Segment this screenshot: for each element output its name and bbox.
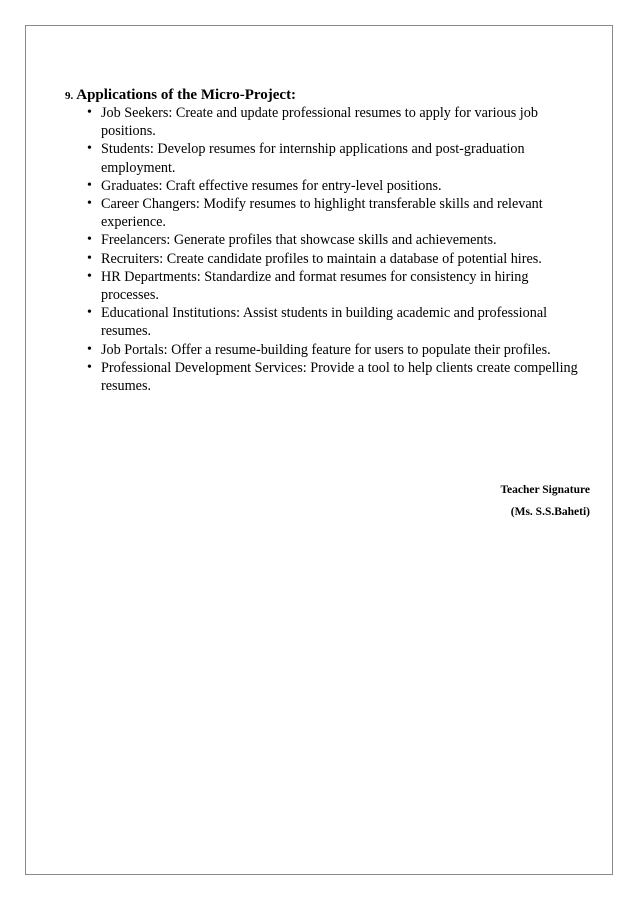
list-item-text: HR Departments: Standardize and format resumes for consistency in hiring processes. — [101, 268, 529, 304]
list-item — [87, 231, 587, 249]
list-item-text: Educational Institutions: Assist students in building academic and professional resumes. — [101, 305, 548, 340]
bullet-icon: • — [87, 268, 92, 284]
list-item — [87, 341, 587, 359]
bullet-icon: • — [87, 305, 92, 321]
list-item-text: Career Changers: Modify resumes to highlight transferable skills and relevant experience. — [101, 196, 543, 231]
list-item — [87, 195, 587, 231]
list-item-text: Professional Development Services: Provide a tool to help clients create compelling resumes. — [101, 359, 578, 395]
list-item — [87, 140, 587, 176]
list-item-text: Students: Develop resumes for internship applications and post-graduation employment. — [101, 141, 525, 176]
bullet-icon: • — [87, 250, 92, 266]
signature-name: (Ms. S.S.Baheti) — [510, 506, 590, 518]
bullet-icon: • — [87, 196, 92, 212]
list-item — [87, 177, 587, 195]
section-heading — [65, 86, 296, 105]
list-item-text: Graduates: Craft effective resumes for entry-level positions. — [101, 177, 442, 194]
signature-block — [500, 479, 590, 523]
bullet-icon: • — [87, 341, 92, 357]
list-item — [87, 304, 587, 340]
list-item — [87, 268, 587, 304]
list-item-text: Recruiters: Create candidate profiles to maintain a database of potential hires. — [101, 250, 542, 267]
bullet-icon: • — [87, 141, 92, 157]
list-item-text: Freelancers: Generate profiles that showcase skills and achievements. — [101, 232, 497, 249]
bullet-icon: • — [87, 232, 92, 248]
list-item-text: Job Portals: Offer a resume-building feature for users to populate their profiles. — [101, 341, 551, 358]
list-item-text: Job Seekers: Create and update professional resumes to apply for various job positions. — [101, 105, 538, 140]
list-item — [87, 250, 587, 268]
bullet-icon: • — [87, 105, 92, 120]
list-item — [87, 104, 587, 140]
bullet-icon: • — [87, 177, 92, 193]
signature-label: Teacher Signature — [500, 484, 590, 496]
bullet-icon: • — [87, 359, 92, 375]
section-title: Applications of the Micro-Project: — [76, 87, 297, 103]
applications-list — [87, 104, 587, 395]
section-number: 9. — [65, 90, 74, 102]
list-item — [87, 359, 587, 395]
